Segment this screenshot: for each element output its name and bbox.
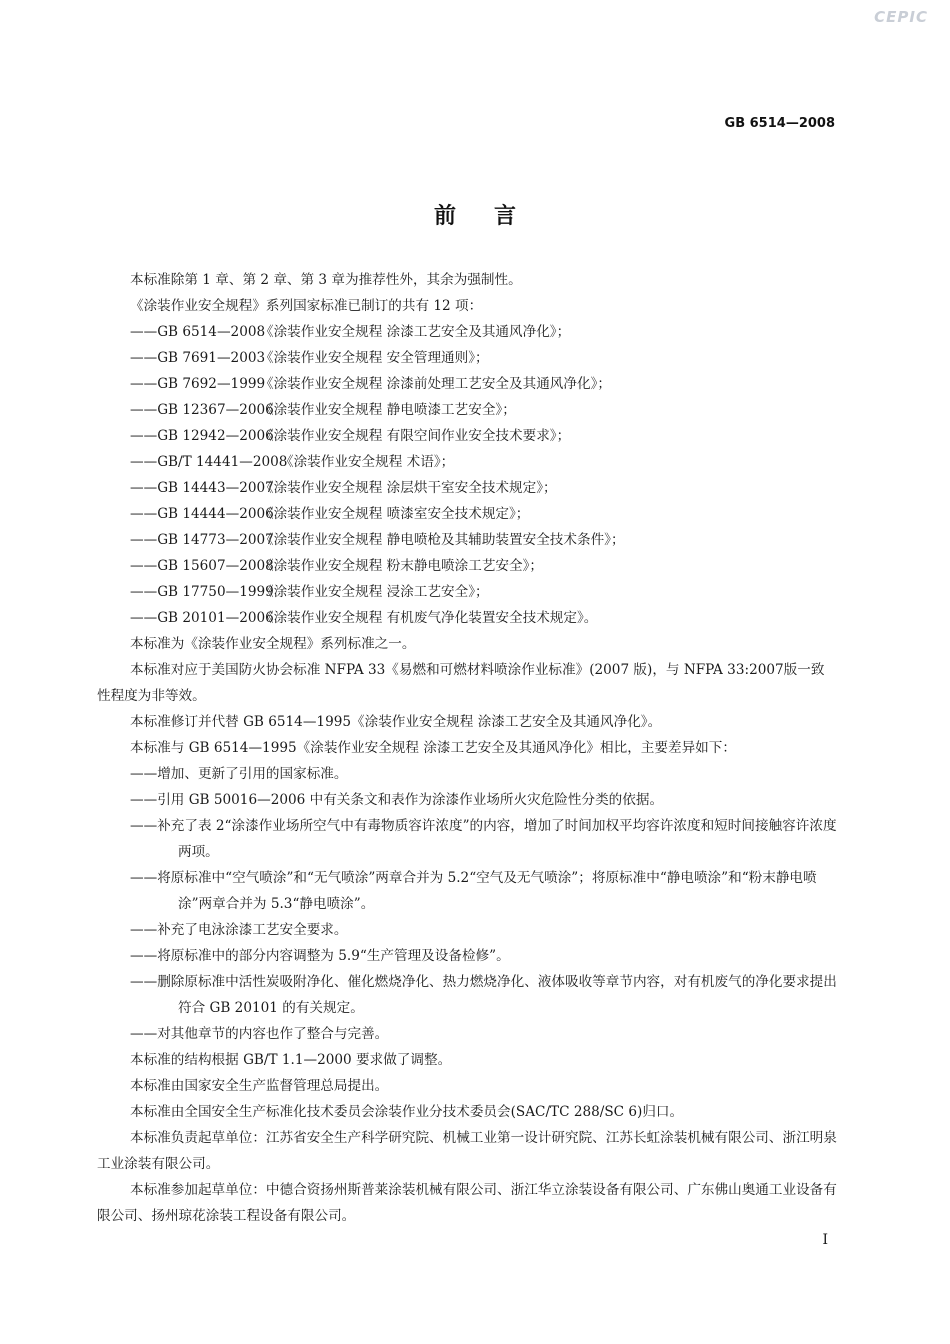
standard-code: ——GB 14444—2006 [130, 506, 274, 522]
standard-title: 《涂装作业安全规程 静电喷枪及其辅助装置安全技术条件》； [260, 532, 625, 548]
standard-title: 《涂装作业安全规程 喷漆室安全技术规定》； [260, 506, 530, 522]
standard-code: ——GB 14443—2007 [130, 480, 274, 496]
standard-code: ——GB 12942—2006 [130, 428, 274, 444]
standard-title: 《涂装作业安全规程 浸涂工艺安全》； [260, 584, 489, 600]
paragraph: 本标准与 GB 6514—1995《涂装作业安全规程 涂漆工艺安全及其通风净化》相比，主要差异如下： [130, 740, 736, 756]
list-item [97, 475, 837, 501]
list-item: ——将原标准中“空气喷涂”和“无气喷涂”两章合并为 5.2“空气及无气喷涂”；将原标准中“静电喷涂”和“粉末静电喷涂”两章合并为 5.3“静电喷涂”。 [130, 870, 817, 912]
list-item [97, 605, 837, 631]
standard-code: ——GB 6514—2008 [130, 324, 266, 340]
paragraph: 本标准的结构根据 GB/T 1.1—2000 要求做了调整。 [130, 1052, 452, 1068]
page-number: I [822, 1232, 828, 1248]
list-item: ——删除原标准中活性炭吸附净化、催化燃烧净化、热力燃烧净化、液体吸收等章节内容，对有机废气的净化要求提出符合 GB 20101 的有关规定。 [130, 974, 837, 1016]
list-item [97, 527, 837, 553]
list-item: ——补充了电泳涂漆工艺安全要求。 [130, 922, 348, 938]
standards-list [97, 319, 837, 631]
standard-number: GB 6514—2008 [724, 116, 835, 131]
list-item [97, 579, 837, 605]
list-item: ——增加、更新了引用的国家标准。 [130, 766, 348, 782]
list-item [97, 371, 837, 397]
standard-title: 《涂装作业安全规程 安全管理通则》； [260, 350, 489, 366]
standard-code: ——GB 7692—1999 [130, 376, 266, 392]
watermark: CEPIC [874, 8, 928, 26]
paragraph: 本标准参加起草单位：中德合资扬州斯普莱涂装机械有限公司、浙江华立涂装设备有限公司、广东佛山奥通工业设备有限公司、扬州琼花涂装工程设备有限公司。 [97, 1182, 837, 1224]
standard-title: 《涂装作业安全规程 涂层烘干室安全技术规定》； [260, 480, 557, 496]
standard-code: ——GB 14773—2007 [130, 532, 274, 548]
paragraph: 本标准负责起草单位：江苏省安全生产科学研究院、机械工业第一设计研究院、江苏长虹涂装机械有限公司、浙江明泉工业涂装有限公司。 [97, 1130, 837, 1172]
standard-title: 《涂装作业安全规程 静电喷漆工艺安全》； [260, 402, 516, 418]
list-item [97, 423, 837, 449]
list-item: ——引用 GB 50016—2006 中有关条文和表作为涂漆作业场所火灾危险性分类的依据。 [130, 792, 664, 808]
list-item [97, 553, 837, 579]
standard-title: 《涂装作业安全规程 术语》； [280, 454, 455, 470]
list-item: ——对其他章节的内容也作了整合与完善。 [130, 1026, 389, 1042]
paragraph: 本标准对应于美国防火协会标准 NFPA 33《易燃和可燃材料喷涂作业标准》(2007 版)，与 NFPA 33:2007版一致性程度为非等效。 [97, 662, 825, 704]
standard-code: ——GB 15607—2008 [130, 558, 274, 574]
list-item [97, 501, 837, 527]
list-item: ——补充了表 2“涂漆作业场所空气中有毒物质容许浓度”的内容，增加了时间加权平均容许浓度和短时间接触容许浓度两项。 [130, 818, 837, 860]
paragraph: 本标准由国家安全生产监督管理总局提出。 [130, 1078, 389, 1094]
standard-title: 《涂装作业安全规程 涂漆工艺安全及其通风净化》； [260, 324, 571, 340]
paragraph: 本标准由全国安全生产标准化技术委员会涂装作业分技术委员会(SAC/TC 288/SC 6)归口。 [130, 1104, 684, 1120]
list-item [97, 449, 837, 475]
list-item [97, 319, 837, 345]
paragraph: 本标准除第 1 章、第 2 章、第 3 章为推荐性外，其余为强制性。 [130, 272, 522, 288]
standard-code: ——GB 12367—2006 [130, 402, 274, 418]
differences-list [97, 761, 837, 1047]
document-body [97, 267, 837, 1229]
standard-title: 《涂装作业安全规程 有机废气净化装置安全技术规定》。 [260, 610, 598, 626]
standard-code: ——GB 7691—2003 [130, 350, 266, 366]
paragraph: 本标准修订并代替 GB 6514—1995《涂装作业安全规程 涂漆工艺安全及其通风净化》。 [130, 714, 662, 730]
page-title: 前言 [433, 204, 554, 229]
standard-title: 《涂装作业安全规程 有限空间作业安全技术要求》； [260, 428, 571, 444]
paragraph: 本标准为《涂装作业安全规程》系列标准之一。 [130, 636, 416, 652]
standard-title: 《涂装作业安全规程 粉末静电喷涂工艺安全》； [260, 558, 543, 574]
list-item: ——将原标准中的部分内容调整为 5.9“生产管理及设备检修”。 [130, 948, 510, 964]
standard-title: 《涂装作业安全规程 涂漆前处理工艺安全及其通风净化》； [260, 376, 611, 392]
standard-code: ——GB/T 14441—2008 [130, 454, 288, 470]
standard-code: ——GB 17750—1999 [130, 584, 274, 600]
paragraph: 《涂装作业安全规程》系列国家标准已制订的共有 12 项： [130, 298, 483, 314]
list-item [97, 345, 837, 371]
list-item [97, 397, 837, 423]
standard-code: ——GB 20101—2006 [130, 610, 274, 626]
